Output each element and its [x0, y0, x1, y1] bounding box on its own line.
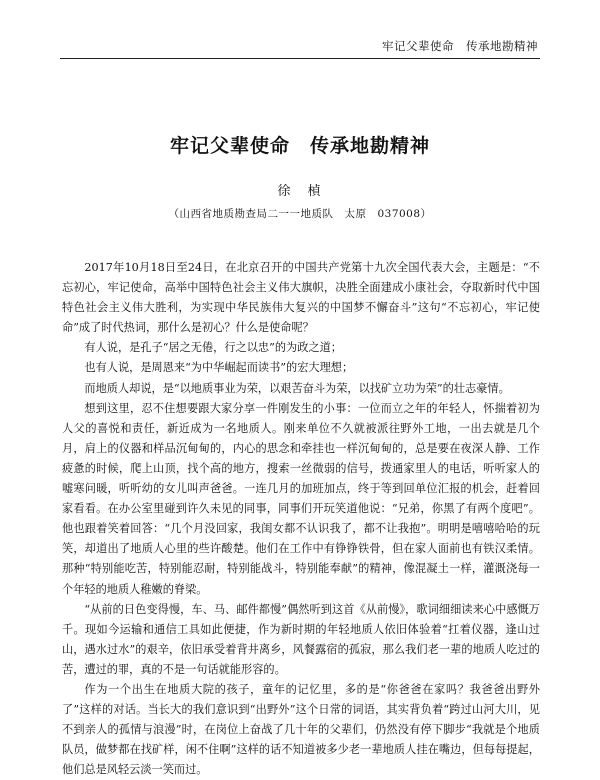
paragraph: 有人说，是孔子“居之无倦，行之以忠”的为政之道； [84, 341, 342, 355]
paragraph: 想到这里，忍不住想要跟大家分享一件刚发生的小事：一位而立之年的年轻人，怀揣着初为人父的喜悦和责任，新近成为一名地质人。刚来单位不久就被派往野外工地，一出去就是几个月，肩上的仪器和样品沉甸甸的，内心的思念和牵挂也一样沉甸甸的，总是要在夜深人静、工作疲惫的时候，爬上山顶，找个高的地方，搜索一丝微弱的信号，拨通家里人的电话，听听家人的嘘寒问暖，听听幼的女儿叫声爸爸。一连几月的加班加点，终于等到回单位汇报的机会，赶着回家看看。在办公室里碰到许久未见的同事，同事们开玩笑道他说：“兄弟，你黑了有两个度吧”。他也跟着笑着回答：“几个月没回家，我闺女都不认识我了，都不让我抱”。明明是嘻嘻哈哈的玩笑，却道出了地质人心里的些许酸楚。他们在工作中有铮铮铁骨，但在家人面前也有铁汉柔情。那种“特别能吃苦，特别能忍耐，特别能战斗，特别能奉献”的精神，像混凝土一样，灌溉浇每一个年轻的地质人稚嫩的脊梁。 [62, 401, 540, 596]
article-body [62, 258, 540, 780]
author-affiliation: （山西省地质勘查局二一一地质队 太原 037008） [168, 208, 432, 220]
paragraph: 作为一个出生在地质大院的孩子，童年的记忆里，多的是“你爸爸在家吗？我爸爸出野外了”这样的对话。当长大的我们意识到“出野外”这个日常的词语，其实背负着“跨过山河大川，见不到亲人的孤情与浪漫”时，在岗位上奋战了几十年的父辈们，仍然没有停下脚步“我就是个地质队员，做梦都在找矿样，闲不住啊”这样的话不知道被多少老一辈地质人挂在嘴边，但每每提起，他们总是风轻云淡一笑而过。 [62, 682, 540, 777]
paragraph: “从前的日色变得慢，车、马、邮件都慢”偶然听到这首《从前慢》，歌词细细读来心中感慨万千。现如今运输和通信工具如此便捷，作为新时期的年轻地质人依旧体验着“扛着仪器，逢山过山，遇水过水”的艰辛，依旧承受着背井离乡，风餐露宿的孤寂，那么我们老一辈的地质人吃过的苦，遭过的罪，真的不是一句话就能形容的。 [62, 602, 540, 676]
paragraph: 2017年10月18日至24日，在北京召开的中国共产党第十九次全国代表大会，主题是：“不忘初心，牢记使命，高举中国特色社会主义伟大旗帜，决胜全面建成小康社会，夺取新时代中国特色社会主义伟大胜利，为实现中华民族伟大复兴的中国梦不懈奋斗”这句“不忘初心，牢记使命”成了时代热词，那什么是初心？什么是使命呢？ [62, 261, 540, 335]
author-name: 徐 楨 [277, 184, 323, 199]
paragraph: 也有人说，是周恩来“为中华崛起而读书”的宏大理想； [84, 361, 354, 375]
paragraph: 而地质人却说，是“以地质事业为荣，以艰苦奋斗为荣，以找矿立功为荣”的壮志豪情。 [84, 381, 510, 395]
article-title: 牢记父辈使命 传承地勘精神 [169, 135, 430, 157]
running-header: 牢记父辈使命 传承地勘精神 [382, 39, 538, 53]
header-divider [60, 58, 540, 59]
